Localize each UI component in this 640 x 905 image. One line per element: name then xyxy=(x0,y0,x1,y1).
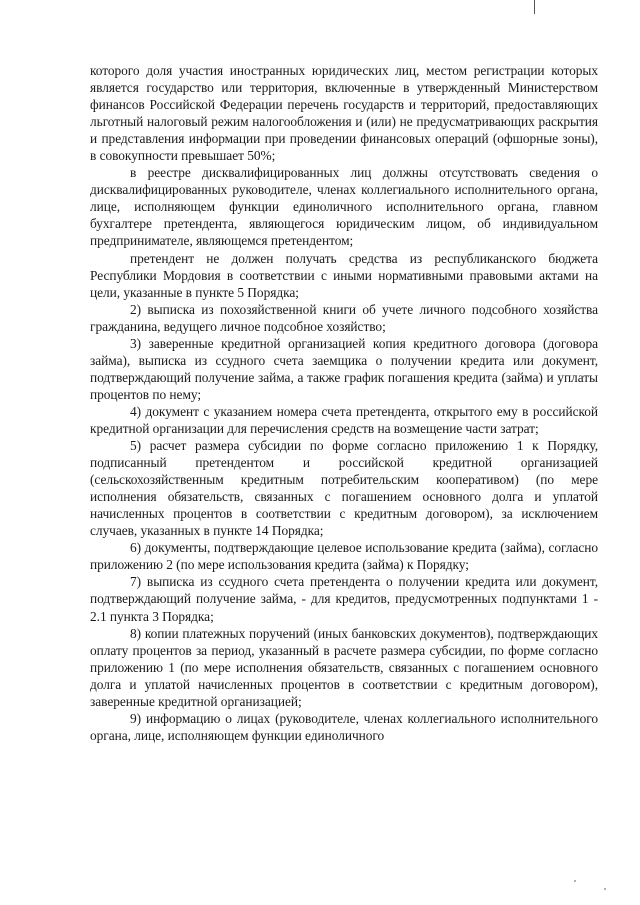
paragraph-item-6: 6) документы, подтверждающие целевое использование кредита (займа), согласно приложению 2 (по мере использования кредита (займа) к Порядку; xyxy=(90,540,598,573)
scan-edge-mark xyxy=(534,0,535,14)
scan-speck xyxy=(604,888,606,890)
paragraph-disqualified-registry: в реестре дисквалифицированных лиц должны отсутствовать сведения о дисквалифицированных руководителе, членах коллегиального исполнительного органа, лице, исполняющем функции единоличного исполнительного органа, главном бухгалтере претендента, являющегося юридическим лицом, об индивидуальном предпринимателе, являющемся претендентом; xyxy=(90,165,598,249)
paragraph-item-3: 3) заверенные кредитной организацией копия кредитного договора (договора займа), выписка из ссудного счета заемщика о получении кредита или документ, подтверждающий получение займа, а также график погашения кредита (займа) и уплаты процентов по нему; xyxy=(90,335,598,402)
scan-speck xyxy=(574,880,576,882)
paragraph-item-5: 5) расчет размера субсидии по форме согласно приложению 1 к Порядку, подписанный претендентом и российской кредитной организацией (сельскохозяйственным кредитным потребительским кооперативом) (по мере исполнения обязательств, связанных с погашением основного долга и уплатой начисленных процентов в соответствии с кредитным договором), за исключением случаев, указанных в пункте 14 Порядка; xyxy=(90,438,598,539)
paragraph-item-2: 2) выписка из похозяйственной книги об учете личного подсобного хозяйства гражданина, ведущего личное подсобное хозяйство; xyxy=(90,301,598,334)
paragraph-item-9: 9) информацию о лицах (руководителе, членах коллегиального исполнительного органа, лице, исполняющем функции единоличного xyxy=(90,710,598,743)
paragraph-item-4: 4) документ с указанием номера счета претендента, открытого ему в российской кредитной организации для перечисления средств на возмещение части затрат; xyxy=(90,403,598,436)
paragraph-offshore-share: которого доля участия иностранных юридических лиц, местом регистрации которых является государство или территория, включенные в утвержденный Министерством финансов Российской Федерации перечень государств и территорий, предоставляющих льготный налоговый режим налогообложения и (или) не предусматривающих раскрытия и представления информации при проведении финансовых операций (офшорные зоны), в совокупности превышает 50%; xyxy=(90,63,598,164)
paragraph-item-8: 8) копии платежных поручений (иных банковских документов), подтверждающих оплату процентов за период, указанный в расчете размера субсидии, по форме согласно приложению 1 (по мере исполнения обязательств, связанных с погашением основного долга и уплатой начисленных процентов в соответствии с кредитным договором), заверенные кредитной организацией; xyxy=(90,625,598,709)
paragraph-budget-funds: претендент не должен получать средства из республиканского бюджета Республики Мордовия в соответствии с иными нормативными правовыми актами на цели, указанные в пункте 5 Порядка; xyxy=(90,250,598,300)
document-body xyxy=(90,62,598,744)
paragraph-item-7: 7) выписка из ссудного счета претендента о получении кредита или документ, подтверждающий получение займа, - для кредитов, предусмотренных подпунктами 1 - 2.1 пункта 3 Порядка; xyxy=(90,574,598,624)
